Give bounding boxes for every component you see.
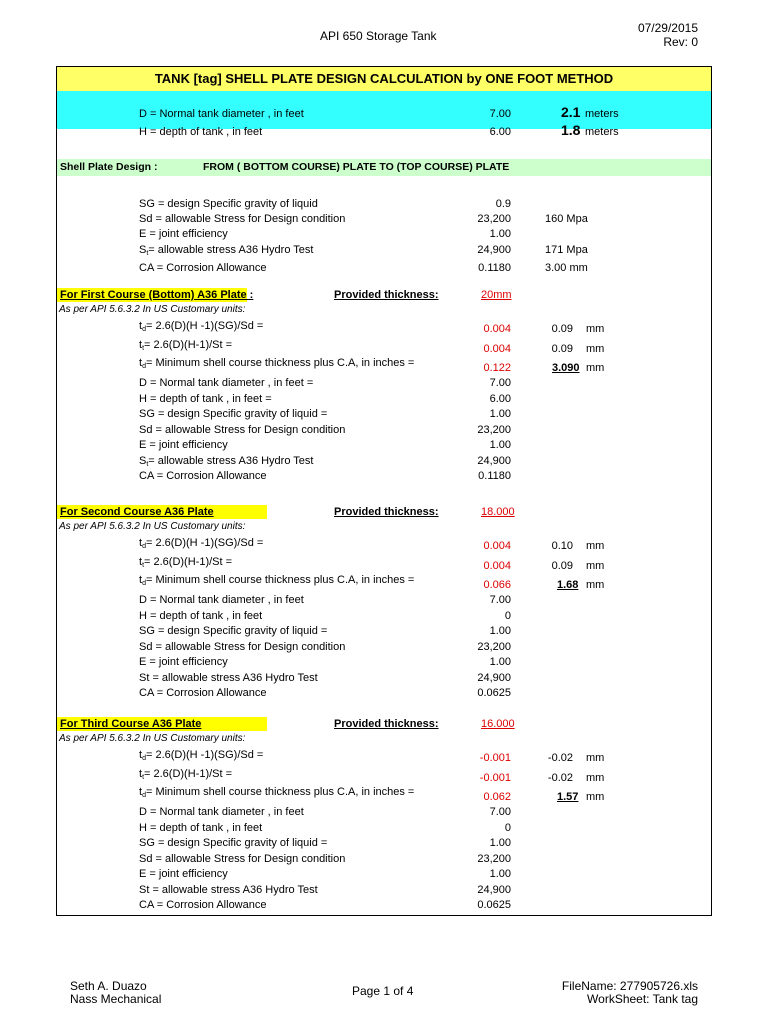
footer-file bbox=[562, 980, 698, 1006]
course-param-value: 23,200 bbox=[477, 640, 511, 653]
tmin-unit: mm bbox=[586, 579, 605, 591]
tmin-formula bbox=[139, 785, 414, 803]
design-note: FROM ( BOTTOM COURSE) PLATE TO (TOP COURSE) PLATE bbox=[203, 161, 510, 173]
design-row-value: 23,200 bbox=[477, 213, 511, 225]
course-param-label: D = Normal tank diameter , in feet bbox=[139, 594, 304, 606]
formula-text: = 2.6(D)(H -1)(SG)/Sd = bbox=[145, 537, 264, 549]
tt-formula bbox=[139, 338, 232, 356]
tt-value: 0.004 bbox=[483, 343, 511, 355]
td-unit: mm bbox=[586, 752, 605, 764]
provided-thickness-value: 20mm bbox=[481, 289, 512, 301]
course-param-value: 7.00 bbox=[489, 806, 511, 818]
td-mm: 0.10 bbox=[551, 540, 573, 552]
course-param-value: 0.0625 bbox=[477, 687, 511, 699]
course-param-label: E = joint efficiency bbox=[139, 868, 228, 880]
tt-formula bbox=[139, 767, 232, 785]
course-param-value: 1.00 bbox=[489, 837, 511, 849]
td-formula bbox=[139, 319, 263, 337]
course-param-value: 0.0625 bbox=[477, 899, 511, 911]
course-param-label: SG = design Specific gravity of liquid = bbox=[139, 408, 328, 420]
t-subscript: t bbox=[142, 345, 145, 352]
course-title: For Third Course A36 Plate bbox=[57, 717, 267, 731]
header-rev: Rev: 0 bbox=[663, 35, 698, 49]
tt-value: 0.004 bbox=[483, 560, 511, 572]
header-date-rev bbox=[638, 21, 698, 49]
t-subscript: d bbox=[142, 755, 146, 762]
input-h-unit: meters bbox=[585, 126, 619, 138]
course-param-value: 1.00 bbox=[489, 656, 511, 668]
footer-page: Page 1 of 4 bbox=[352, 984, 414, 998]
document-title: API 650 Storage Tank bbox=[320, 29, 437, 43]
design-row-metric: 160 Mpa bbox=[545, 213, 588, 225]
t-subscript: d bbox=[142, 543, 146, 550]
tt-mm: 0.09 bbox=[551, 560, 573, 572]
t-symbol: t bbox=[139, 357, 143, 369]
formula-text: = Minimum shell course thickness plus C.A, in inches = bbox=[145, 786, 415, 798]
tmin-mm: 1.68 bbox=[557, 579, 579, 591]
design-row-value: 1.00 bbox=[489, 228, 511, 240]
tt-mm: 0.09 bbox=[551, 343, 573, 355]
course-param-value: 7.00 bbox=[489, 594, 511, 606]
tt-value: -0.001 bbox=[479, 772, 511, 784]
provided-thickness-label: Provided thickness: bbox=[334, 718, 439, 730]
td-value: 0.004 bbox=[483, 540, 511, 552]
tt-formula bbox=[139, 555, 232, 573]
course-param-value: 0.1180 bbox=[478, 470, 511, 482]
formula-text: = 2.6(D)(H-1)/St = bbox=[144, 556, 233, 568]
t-subscript: d bbox=[142, 363, 146, 370]
course-param-value: 23,200 bbox=[477, 423, 511, 436]
input-d-label: D = Normal tank diameter , in feet bbox=[139, 108, 304, 120]
footer-worksheet: WorkSheet: Tank tag bbox=[587, 992, 698, 1006]
tmin-value: 0.066 bbox=[483, 579, 511, 591]
tt-unit: mm bbox=[586, 343, 605, 355]
t-subscript: t bbox=[142, 774, 145, 781]
tt-mm: -0.02 bbox=[547, 772, 573, 784]
course-param-label: SG = design Specific gravity of liquid = bbox=[139, 837, 328, 849]
course-title: For Second Course A36 Plate bbox=[57, 505, 267, 519]
t-subscript: t bbox=[142, 562, 145, 569]
t-subscript: d bbox=[142, 580, 146, 587]
provided-thickness-label: Provided thickness: bbox=[334, 289, 439, 301]
tmin-unit: mm bbox=[586, 362, 605, 374]
tmin-value: 0.062 bbox=[483, 791, 511, 803]
course-param-label: E = joint efficiency bbox=[139, 656, 228, 668]
method-note: As per API 5.6.3.2 In US Customary units: bbox=[59, 733, 246, 744]
course-param-value: 0 bbox=[504, 609, 511, 622]
design-row-value: 0.9 bbox=[495, 198, 511, 210]
course-param-value: 6.00 bbox=[489, 392, 511, 405]
tmin-formula bbox=[139, 356, 414, 374]
t-subscript: d bbox=[142, 326, 146, 333]
course-param-value: 0 bbox=[504, 821, 511, 834]
td-formula bbox=[139, 748, 263, 766]
footer-company: Nass Mechanical bbox=[70, 992, 162, 1006]
footer-author bbox=[70, 980, 161, 1006]
t-symbol: t bbox=[139, 768, 143, 780]
course-param-value: 24,900 bbox=[477, 671, 511, 684]
course-param-value: 1.00 bbox=[489, 625, 511, 637]
course-param-label: Sd = allowable Stress for Design condition bbox=[139, 640, 346, 653]
tt-unit: mm bbox=[586, 560, 605, 572]
t-symbol: t bbox=[139, 574, 143, 586]
td-unit: mm bbox=[586, 323, 605, 335]
course-param-value: 1.00 bbox=[489, 439, 511, 451]
course-param-label: H = depth of tank , in feet = bbox=[139, 392, 272, 405]
design-label: Shell Plate Design : bbox=[60, 161, 158, 173]
td-value: -0.001 bbox=[479, 752, 511, 764]
t-symbol: t bbox=[139, 339, 143, 351]
design-row-label: Sd = allowable Stress for Design condition bbox=[139, 213, 346, 225]
input-h-value: 6.00 bbox=[489, 126, 511, 138]
course-param-label: E = joint efficiency bbox=[139, 439, 228, 451]
course-param-value: 1.00 bbox=[489, 408, 511, 420]
formula-text: = 2.6(D)(H -1)(SG)/Sd = bbox=[145, 749, 264, 761]
course-param-label: Sd = allowable Stress for Design condition bbox=[139, 852, 346, 865]
design-row-value: 0.1180 bbox=[478, 262, 511, 274]
design-row-label: SG = design Specific gravity of liquid bbox=[139, 198, 318, 210]
st-symbol: S bbox=[139, 454, 147, 467]
footer-author-name: Seth A. Duazo bbox=[70, 979, 147, 993]
design-row-value: 24,900 bbox=[477, 244, 511, 256]
footer-filename: FileName: 277905726.xls bbox=[561, 979, 698, 993]
course-param-label: D = Normal tank diameter , in feet bbox=[139, 806, 304, 818]
course-param-label: H = depth of tank , in feet bbox=[139, 821, 263, 834]
course-param-value: 1.00 bbox=[489, 868, 511, 880]
t-symbol: t bbox=[139, 537, 143, 549]
td-unit: mm bbox=[586, 540, 605, 552]
design-row-metric: 171 Mpa bbox=[545, 244, 588, 256]
td-formula bbox=[139, 536, 263, 554]
td-mm: 0.09 bbox=[551, 323, 573, 335]
td-value: 0.004 bbox=[483, 323, 511, 335]
tmin-mm: 1.57 bbox=[557, 791, 579, 803]
course-param-value: 24,900 bbox=[477, 883, 511, 896]
design-row-metric: 3.00 mm bbox=[545, 262, 588, 274]
formula-text: = 2.6(D)(H -1)(SG)/Sd = bbox=[145, 320, 264, 332]
td-mm: -0.02 bbox=[547, 752, 573, 764]
course-param-label: H = depth of tank , in feet bbox=[139, 609, 263, 622]
course-param-label: St = allowable stress A36 Hydro Test bbox=[139, 671, 318, 684]
design-row-label: CA = Corrosion Allowance bbox=[139, 262, 267, 274]
formula-text: = Minimum shell course thickness plus C.A, in inches = bbox=[145, 357, 415, 369]
formula-text: = Minimum shell course thickness plus C.A, in inches = bbox=[145, 574, 415, 586]
input-h-label: H = depth of tank , in feet bbox=[139, 126, 263, 138]
course-param-value: 7.00 bbox=[489, 377, 511, 389]
st-subscript: t bbox=[146, 460, 149, 468]
header-date: 07/29/2015 bbox=[637, 21, 698, 35]
sheet-title: TANK [tag] SHELL PLATE DESIGN CALCULATION by ONE FOOT METHOD bbox=[57, 67, 711, 92]
tmin-value: 0.122 bbox=[483, 362, 511, 374]
design-row-label: E = joint efficiency bbox=[139, 228, 228, 240]
course-param-text: = allowable stress A36 Hydro Test bbox=[148, 454, 314, 467]
method-note: As per API 5.6.3.2 In US Customary units: bbox=[59, 521, 246, 532]
provided-thickness-value: 18.000 bbox=[481, 506, 515, 518]
input-h-metric: 1.8 bbox=[561, 122, 581, 138]
course-param-label: SG = design Specific gravity of liquid = bbox=[139, 625, 328, 637]
course-param-value: 23,200 bbox=[477, 852, 511, 865]
provided-thickness-value: 16.000 bbox=[481, 718, 515, 730]
st-subscript: t bbox=[146, 250, 149, 257]
st-symbol: S bbox=[139, 244, 147, 256]
course-param-label: CA = Corrosion Allowance bbox=[139, 899, 267, 911]
t-subscript: d bbox=[142, 792, 146, 799]
course-param-value: 24,900 bbox=[477, 454, 511, 467]
formula-text: = 2.6(D)(H-1)/St = bbox=[144, 768, 233, 780]
t-symbol: t bbox=[139, 786, 143, 798]
tmin-formula bbox=[139, 573, 414, 591]
course-param-label: Sd = allowable Stress for Design condition bbox=[139, 423, 346, 436]
course-param-label: D = Normal tank diameter , in feet = bbox=[139, 377, 314, 389]
method-note: As per API 5.6.3.2 In US Customary units: bbox=[59, 304, 246, 315]
course-param-label: CA = Corrosion Allowance bbox=[139, 470, 267, 482]
tmin-mm: 3.090 bbox=[552, 362, 580, 374]
course-param-label: St = allowable stress A36 Hydro Test bbox=[139, 883, 318, 896]
tt-unit: mm bbox=[586, 772, 605, 784]
provided-thickness-label: Provided thickness: bbox=[334, 506, 439, 518]
input-d-value: 7.00 bbox=[489, 108, 511, 120]
input-d-unit: meters bbox=[585, 108, 619, 120]
input-d-metric: 2.1 bbox=[561, 104, 581, 120]
design-row-label bbox=[139, 243, 314, 261]
course-param-label: CA = Corrosion Allowance bbox=[139, 687, 267, 699]
tmin-unit: mm bbox=[586, 791, 605, 803]
course-title: For First Course (Bottom) A36 Plate : bbox=[57, 288, 247, 302]
calculation-sheet bbox=[56, 66, 712, 916]
design-row-text: = allowable stress A36 Hydro Test bbox=[148, 244, 314, 256]
formula-text: = 2.6(D)(H-1)/St = bbox=[144, 339, 233, 351]
t-symbol: t bbox=[139, 556, 143, 568]
t-symbol: t bbox=[139, 749, 143, 761]
t-symbol: t bbox=[139, 320, 143, 332]
